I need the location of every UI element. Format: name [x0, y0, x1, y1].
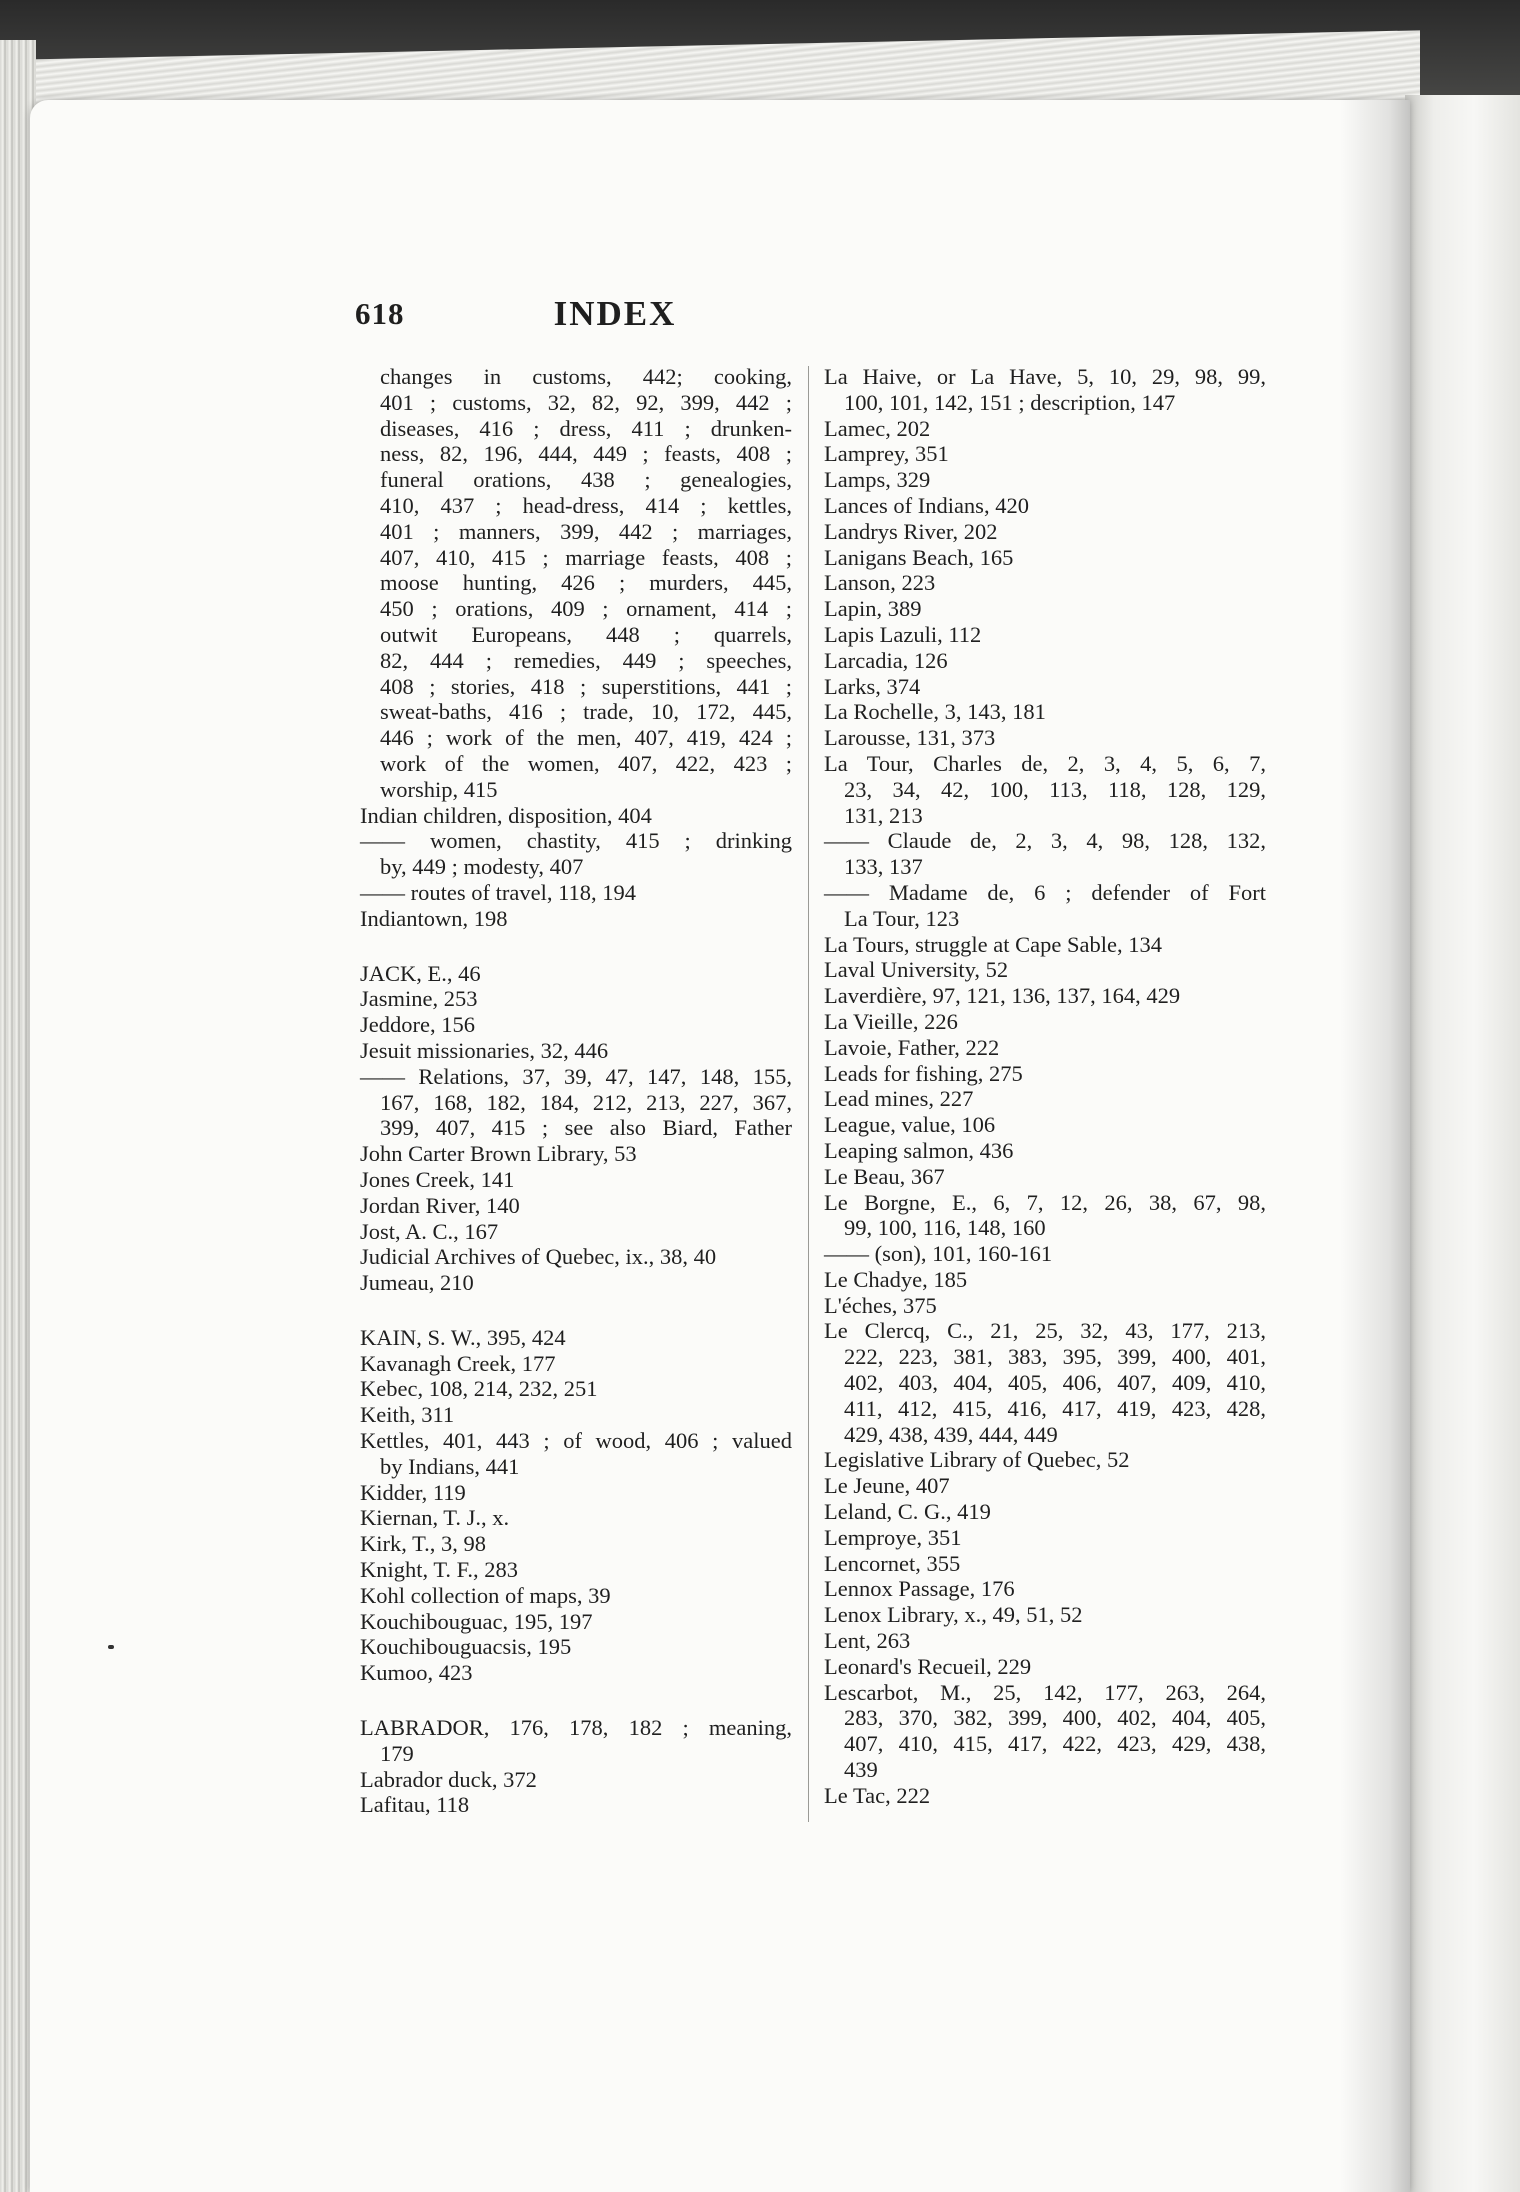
- index-entry-line: Jones Creek, 141: [360, 1166, 515, 1192]
- index-entry-line: 167, 168, 182, 184, 212, 213, 227, 367,: [380, 1089, 792, 1115]
- index-entry-line: Lavoie, Father, 222: [824, 1034, 1000, 1060]
- index-entry-line: Lamprey, 351: [824, 441, 949, 467]
- index-entry-line: Lamec, 202: [824, 415, 931, 441]
- index-entry-line: La Vieille, 226: [824, 1008, 958, 1034]
- index-entry-line: Le Tac, 222: [824, 1782, 931, 1808]
- index-entry-line: Lapin, 389: [824, 596, 922, 622]
- index-entry-line: Le Clercq, C., 21, 25, 32, 43, 177, 213,: [824, 1318, 1266, 1344]
- index-entry-line: Landrys River, 202: [824, 518, 998, 544]
- index-entry-line: Lenox Library, x., 49, 51, 52: [824, 1602, 1083, 1628]
- index-entry-line: Leland, C. G., 419: [824, 1499, 991, 1525]
- index-entry-line: Le Chadye, 185: [824, 1266, 968, 1292]
- index-entry-line: ness, 82, 196, 444, 449 ; feasts, 408 ;: [380, 441, 792, 467]
- index-entry-line: 446 ; work of the men, 407, 419, 424 ;: [380, 725, 792, 751]
- index-entry-line: Kohl collection of maps, 39: [360, 1582, 611, 1608]
- index-entry-line: Lencornet, 355: [824, 1550, 961, 1576]
- index-entry-line: 439: [844, 1757, 878, 1783]
- scan-speck: [108, 1645, 114, 1649]
- index-column-left: [360, 364, 792, 1818]
- index-entry-line: worship, 415: [380, 776, 498, 802]
- letter-section-gap: [360, 1686, 792, 1715]
- index-entry-line: Le Borgne, E., 6, 7, 12, 26, 38, 67, 98,: [824, 1189, 1266, 1215]
- index-entry-line: 99, 100, 116, 148, 160: [844, 1215, 1046, 1241]
- index-entry-line: 222, 223, 381, 383, 395, 399, 400, 401,: [844, 1344, 1266, 1370]
- index-entry-line: Lanson, 223: [824, 570, 936, 596]
- index-entry-line: 82, 444 ; remedies, 449 ; speeches,: [380, 647, 792, 673]
- index-entry-line: Lent, 263: [824, 1628, 911, 1654]
- index-entry-line: 399, 407, 415 ; see also Biard, Father: [380, 1115, 792, 1141]
- index-entry-line: Knight, T. F., 283: [360, 1557, 519, 1583]
- index-entry-line: Jumeau, 210: [360, 1270, 474, 1296]
- index-entry-line: changes in customs, 442; cooking,: [380, 364, 792, 389]
- index-entry-line: John Carter Brown Library, 53: [360, 1141, 637, 1167]
- index-entry-line: Leonard's Recueil, 229: [824, 1653, 1032, 1679]
- index-entry-line: Jost, A. C., 167: [360, 1218, 499, 1244]
- index-entry-line: 402, 403, 404, 405, 406, 407, 409, 410,: [844, 1370, 1266, 1396]
- index-entry-line: Lafitau, 118: [360, 1792, 470, 1818]
- index-entry-line: —— routes of travel, 118, 194: [360, 879, 636, 905]
- index-entry-line: 411, 412, 415, 416, 417, 419, 423, 428,: [844, 1395, 1266, 1421]
- index-entry-line: Kouchibouguac, 195, 197: [360, 1608, 593, 1634]
- index-entry-line: Kettles, 401, 443 ; of wood, 406 ; valued: [360, 1428, 792, 1454]
- letter-section-gap: [360, 1296, 792, 1325]
- index-entry-line: Lescarbot, M., 25, 142, 177, 263, 264,: [824, 1679, 1266, 1705]
- index-entry-line: L'éches, 375: [824, 1292, 937, 1318]
- letter-section-gap: [360, 932, 792, 961]
- index-entry-line: Indian children, disposition, 404: [360, 802, 652, 828]
- index-entry-line: —— Madame de, 6 ; defender of Fort: [824, 879, 1266, 905]
- index-entry-line: League, value, 106: [824, 1112, 996, 1138]
- index-entry-line: 450 ; orations, 409 ; ornament, 414 ;: [380, 596, 792, 622]
- index-entry-line: La Tours, struggle at Cape Sable, 134: [824, 931, 1162, 957]
- index-entry-line: by Indians, 441: [380, 1453, 520, 1479]
- index-entry-line: Laval University, 52: [824, 957, 1009, 983]
- index-entry-line: Lamps, 329: [824, 467, 931, 493]
- index-entry-line: JACK, E., 46: [360, 960, 481, 986]
- index-entry-line: diseases, 416 ; dress, 411 ; drunken-: [380, 415, 792, 441]
- index-entry-line: 410, 437 ; head-dress, 414 ; kettles,: [380, 492, 792, 518]
- index-entry-line: Larousse, 131, 373: [824, 725, 996, 751]
- page-title: INDEX: [553, 294, 677, 333]
- index-entry-line: Kebec, 108, 214, 232, 251: [360, 1376, 598, 1402]
- index-entry-line: KAIN, S. W., 395, 424: [360, 1324, 566, 1350]
- index-entry-line: 429, 438, 439, 444, 449: [844, 1421, 1058, 1447]
- index-entry-line: —— women, chastity, 415 ; drinking: [360, 828, 792, 854]
- index-entry-line: Kavanagh Creek, 177: [360, 1350, 556, 1376]
- index-entry-line: Lead mines, 227: [824, 1086, 974, 1112]
- index-entry-line: La Rochelle, 3, 143, 181: [824, 699, 1046, 725]
- index-entry-line: Laverdière, 97, 121, 136, 137, 164, 429: [824, 983, 1181, 1009]
- index-entry-line: Kirk, T., 3, 98: [360, 1531, 487, 1557]
- facing-page-edge: [1405, 95, 1520, 2192]
- index-entry-line: Kiernan, T. J., x.: [360, 1505, 510, 1531]
- index-entry-line: Leaping salmon, 436: [824, 1137, 1014, 1163]
- index-entry-line: outwit Europeans, 448 ; quarrels,: [380, 621, 792, 647]
- index-entry-line: 401 ; customs, 32, 82, 92, 399, 442 ;: [380, 389, 792, 415]
- index-entry-line: Lemproye, 351: [824, 1524, 962, 1550]
- index-entry-line: Indiantown, 198: [360, 905, 508, 931]
- gutter-shadow: [1340, 100, 1410, 2192]
- index-entry-line: Le Beau, 367: [824, 1163, 945, 1189]
- index-entry-line: 23, 34, 42, 100, 113, 118, 128, 129,: [844, 776, 1266, 802]
- index-entry-line: 100, 101, 142, 151 ; description, 147: [844, 389, 1176, 415]
- index-entry-line: Labrador duck, 372: [360, 1766, 537, 1792]
- index-entry-line: —— Relations, 37, 39, 47, 147, 148, 155,: [360, 1063, 792, 1089]
- index-entry-line: Kumoo, 423: [360, 1660, 473, 1686]
- index-entry-line: Lanigans Beach, 165: [824, 544, 1014, 570]
- index-entry-line: 283, 370, 382, 399, 400, 402, 404, 405,: [844, 1705, 1266, 1731]
- index-entry-line: Larks, 374: [824, 673, 921, 699]
- index-entry-line: Jeddore, 156: [360, 1012, 475, 1038]
- index-entry-line: Jordan River, 140: [360, 1192, 520, 1218]
- column-divider: [808, 366, 809, 1822]
- index-entry-line: by, 449 ; modesty, 407: [380, 854, 584, 880]
- page-number: 618: [355, 296, 405, 331]
- index-entry-line: La Tour, Charles de, 2, 3, 4, 5, 6, 7,: [824, 750, 1266, 776]
- index-entry-line: —— Claude de, 2, 3, 4, 98, 128, 132,: [824, 828, 1266, 854]
- index-entry-line: Legislative Library of Quebec, 52: [824, 1447, 1130, 1473]
- index-entry-line: La Tour, 123: [844, 905, 960, 931]
- index-entry-line: Judicial Archives of Quebec, ix., 38, 40: [360, 1244, 717, 1270]
- running-head: [355, 296, 875, 340]
- index-entry-line: 179: [380, 1740, 414, 1766]
- index-entry-line: Leads for fishing, 275: [824, 1060, 1023, 1086]
- index-entry-line: work of the women, 407, 422, 423 ;: [380, 750, 792, 776]
- index-entry-line: Le Jeune, 407: [824, 1473, 950, 1499]
- index-entry-line: —— (son), 101, 160-161: [824, 1241, 1053, 1267]
- index-entry-line: Keith, 311: [360, 1402, 455, 1428]
- index-entry-line: La Haive, or La Have, 5, 10, 29, 98, 99,: [824, 364, 1266, 389]
- index-entry-line: 407, 410, 415, 417, 422, 423, 429, 438,: [844, 1731, 1266, 1757]
- index-entry-line: 401 ; manners, 399, 442 ; marriages,: [380, 518, 792, 544]
- index-column-right: [824, 364, 1266, 1809]
- index-entry-line: moose hunting, 426 ; murders, 445,: [380, 570, 792, 596]
- index-entry-line: Kidder, 119: [360, 1479, 466, 1505]
- index-entry-line: Lennox Passage, 176: [824, 1576, 1015, 1602]
- index-entry-line: 131, 213: [844, 802, 923, 828]
- index-entry-line: Larcadia, 126: [824, 647, 948, 673]
- index-entry-line: sweat-baths, 416 ; trade, 10, 172, 445,: [380, 699, 792, 725]
- index-entry-line: Jesuit missionaries, 32, 446: [360, 1037, 609, 1063]
- index-entry-line: funeral orations, 438 ; genealogies,: [380, 467, 792, 493]
- index-entry-line: 133, 137: [844, 854, 923, 880]
- index-entry-line: LABRADOR, 176, 178, 182 ; meaning,: [360, 1715, 792, 1741]
- index-entry-line: Lapis Lazuli, 112: [824, 621, 982, 647]
- index-entry-line: 408 ; stories, 418 ; superstitions, 441 ;: [380, 673, 792, 699]
- index-entry-line: 407, 410, 415 ; marriage feasts, 408 ;: [380, 544, 792, 570]
- index-entry-line: Jasmine, 253: [360, 986, 478, 1012]
- index-entry-line: Lances of Indians, 420: [824, 492, 1029, 518]
- index-entry-line: Kouchibouguacsis, 195: [360, 1634, 572, 1660]
